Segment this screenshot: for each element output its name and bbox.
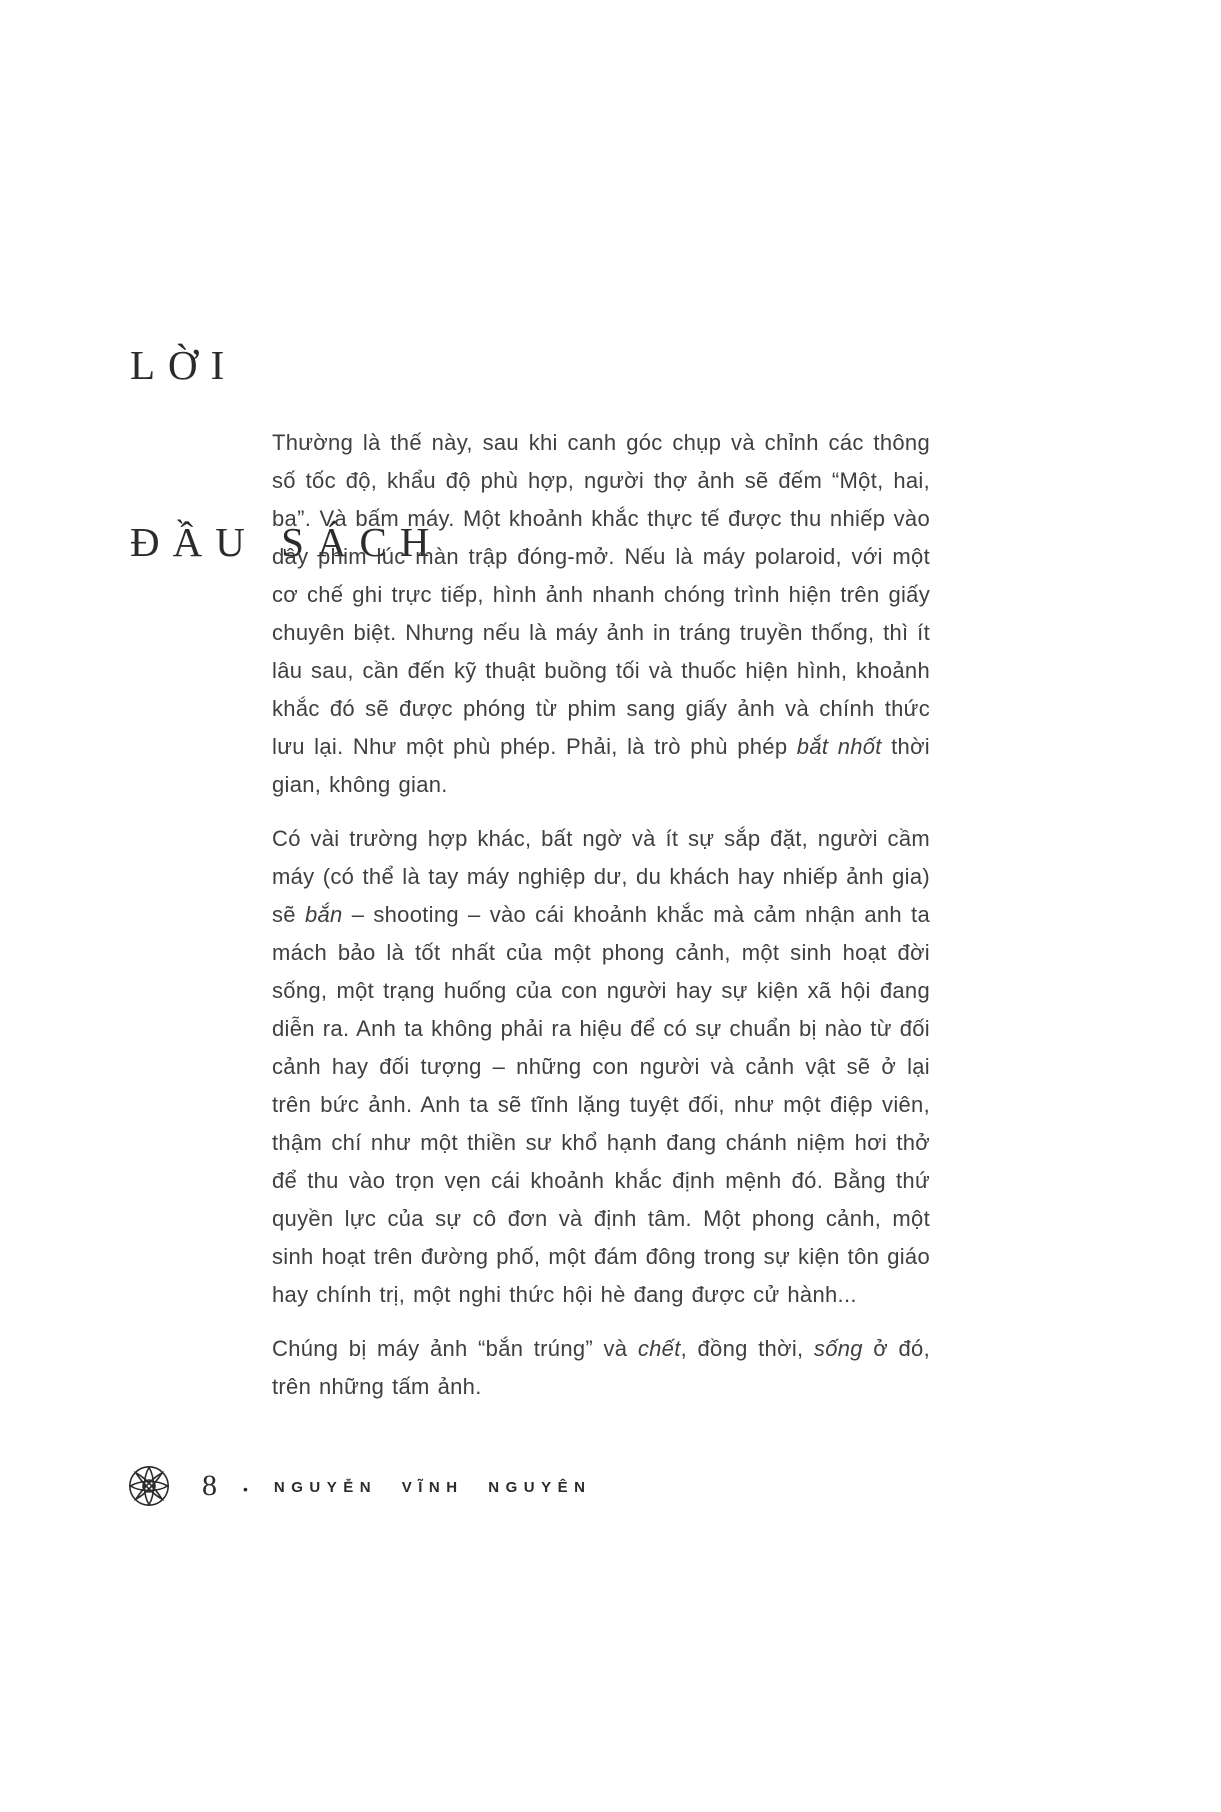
publisher-logo-icon (128, 1465, 170, 1507)
paragraph: Chúng bị máy ảnh “bắn trúng” và chết, đồng thời, sống ở đó, trên những tấm ảnh. (272, 1336, 930, 1399)
page-footer (128, 1462, 928, 1510)
footer-dot-icon: • (243, 1481, 248, 1497)
paragraph: Có vài trường hợp khác, bất ngờ và ít sự sắp đặt, người cầm máy (có thể là tay máy nghiệp dư, du khách hay nhiếp ảnh gia) sẽ bắn – shooting – vào cái khoảnh khắc mà cảm nhận anh ta mách bảo là tốt nhất của một phong cảnh, một sinh hoạt đời sống, một trạng huống của con người hay sự kiện xã hội đang diễn ra. Anh ta không phải ra hiệu để có sự chuẩn bị nào từ đối cảnh hay đối tượng – những con người và cảnh vật sẽ ở lại trên bức ảnh. Anh ta sẽ tĩnh lặng tuyệt đối, như một điệp viên, thậm chí như một thiền sư khổ hạnh đang chánh niệm hơi thở để thu vào trọn vẹn cái khoảnh khắc định mệnh đó. Bằng thứ quyền lực của sự cô đơn và định tâm. Một phong cảnh, một sinh hoạt trên đường phố, một đám đông trong sự kiện tôn giáo hay chính trị, một nghi thức hội hè đang được cử hành... (272, 826, 930, 1307)
chapter-title-line-1: LỜI (130, 342, 238, 388)
paragraph: Thường là thế này, sau khi canh góc chụp và chỉnh các thông số tốc độ, khẩu độ phù hợp, người thợ ảnh sẽ đếm “Một, hai, ba”. Và bấm máy. Một khoảnh khắc thực tế được thu nhiếp vào dây phim lúc màn trập đóng-mở. Nếu là máy polaroid, với một cơ chế ghi trực tiếp, hình ảnh nhanh chóng trình hiện trên giấy chuyên biệt. Nhưng nếu là máy ảnh in tráng truyền thống, thì ít lâu sau, cần đến kỹ thuật buồng tối và thuốc hiện hình, khoảnh khắc đó sẽ được phóng từ phim sang giấy ảnh và chính thức lưu lại. Như một phù phép. Phải, là trò phù phép bắt nhốt thời gian, không gian. (272, 430, 930, 797)
author-name: NGUYỄN VĨNH NGUYÊN (273, 1478, 592, 1496)
chapter-title-line-2: ĐẦU SÁCH (130, 519, 443, 565)
body-text (272, 424, 930, 1422)
page-number: 8 (202, 1469, 217, 1502)
